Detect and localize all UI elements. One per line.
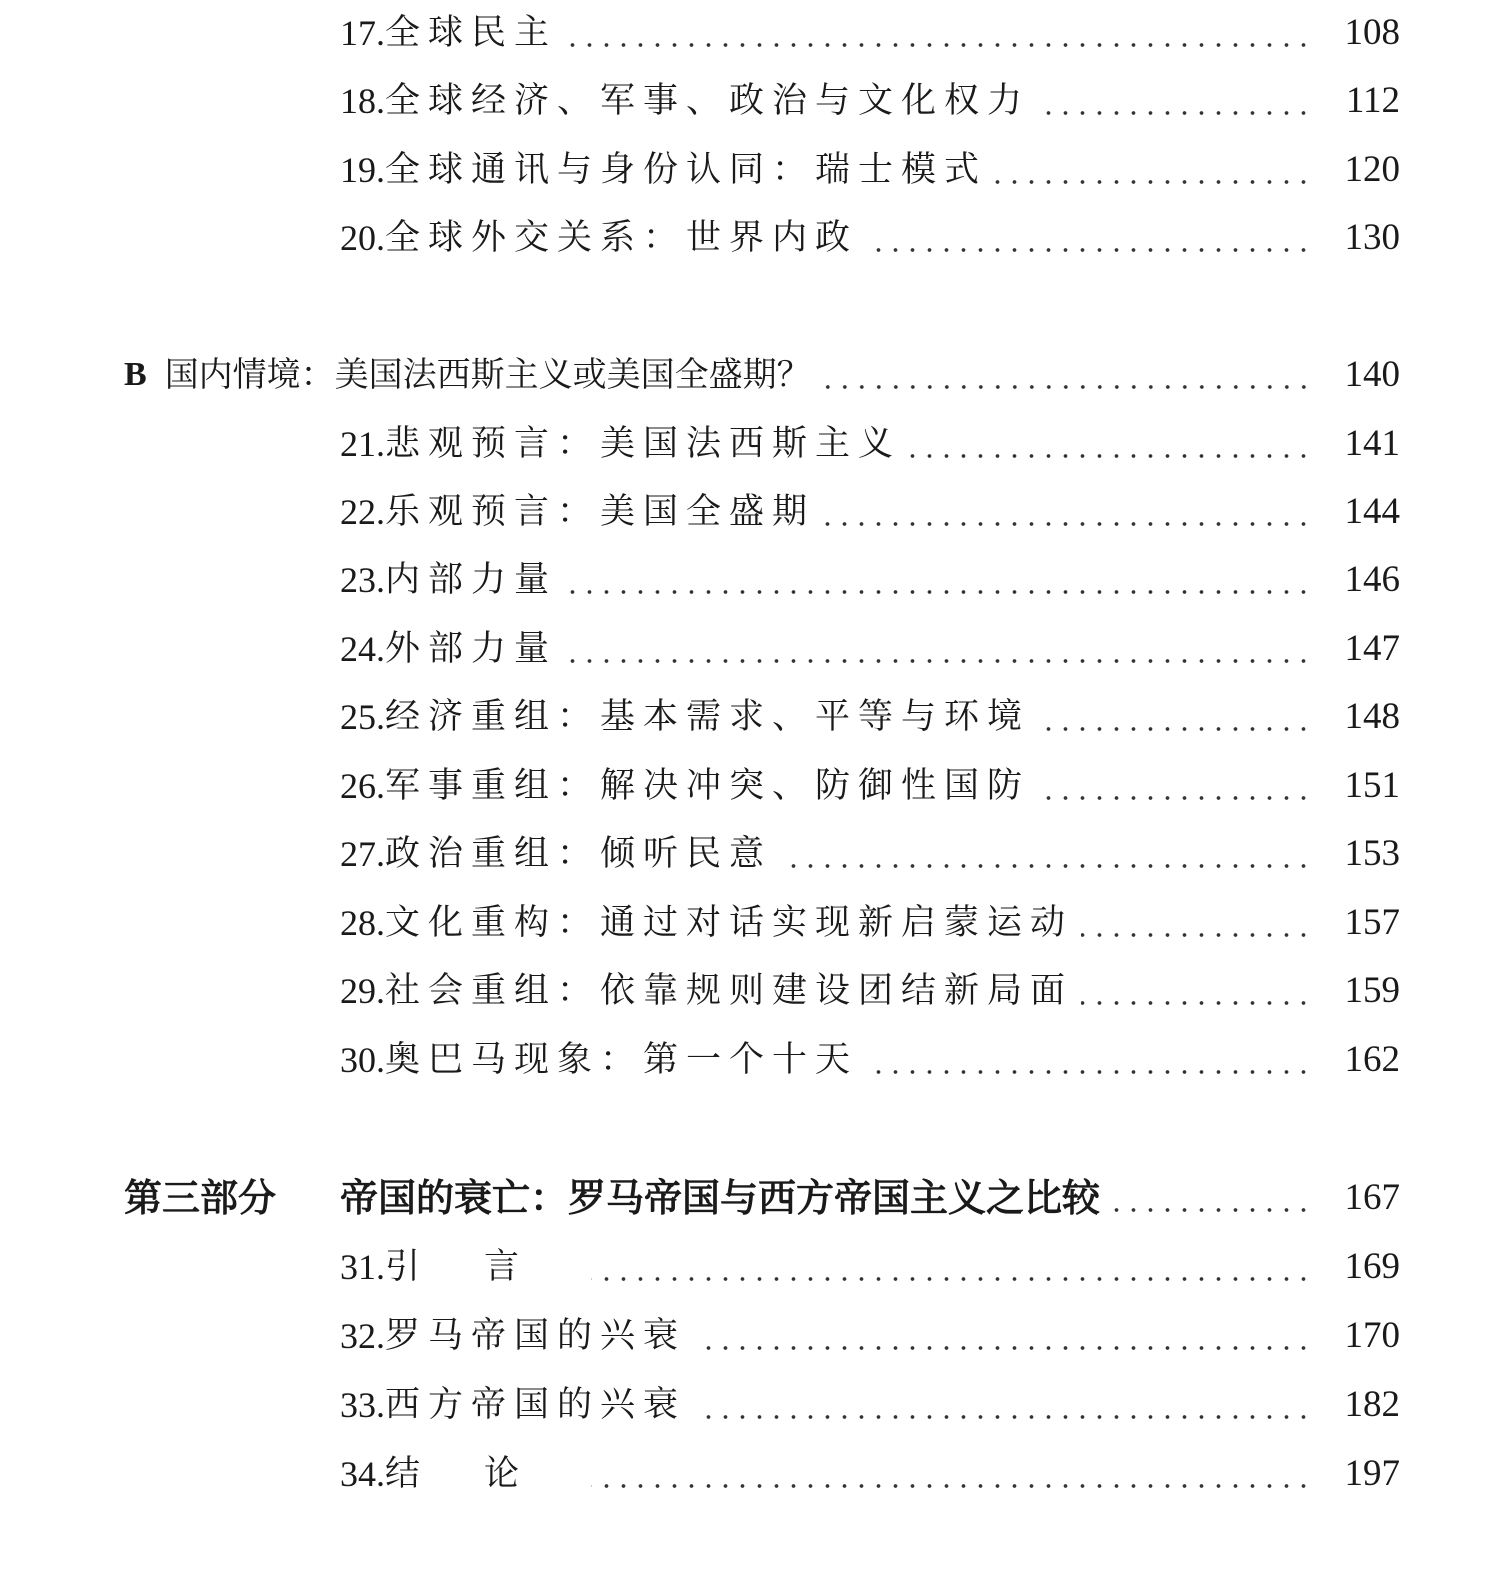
dot-leader xyxy=(819,385,1312,389)
dot-leader xyxy=(565,43,1312,47)
entry-number: 24. xyxy=(340,629,385,669)
entry-number: 20. xyxy=(340,218,385,258)
section-letter: B xyxy=(124,356,147,393)
entry-number: 28. xyxy=(340,903,385,943)
part-page-number: 167 xyxy=(1344,1177,1400,1218)
dot-leader xyxy=(995,180,1312,184)
toc-entry-34[interactable] xyxy=(340,1449,1400,1499)
toc-entry-17[interactable] xyxy=(340,8,1400,58)
entry-page-number: 108 xyxy=(1344,12,1400,53)
entry-title: 引言 xyxy=(385,1247,584,1287)
entry-number: 27. xyxy=(340,834,385,874)
dot-leader xyxy=(591,1484,1312,1488)
toc-entry-32[interactable] xyxy=(340,1311,1400,1361)
dot-leader xyxy=(866,248,1312,252)
toc-entry-21[interactable] xyxy=(340,419,1400,469)
toc-entry-20[interactable] xyxy=(340,213,1400,263)
entry-title: 全球民主 xyxy=(385,13,558,53)
entry-page-number: 120 xyxy=(1344,149,1400,190)
entry-number: 17. xyxy=(340,13,385,53)
entry-title: 经济重组：基本需求、平等与环境 xyxy=(385,697,1031,737)
entry-page-number: 157 xyxy=(1344,902,1400,943)
dot-leader xyxy=(1038,111,1312,115)
toc-part-3[interactable] xyxy=(124,1173,1400,1223)
dot-leader xyxy=(694,1415,1312,1419)
section-title: 国内情境：美国法西斯主义或美国全盛期？ xyxy=(164,355,811,395)
toc-entry-24[interactable] xyxy=(340,624,1400,674)
toc-entry-29[interactable] xyxy=(340,966,1400,1016)
entry-page-number: 141 xyxy=(1344,423,1400,464)
entry-number: 33. xyxy=(340,1385,385,1425)
entry-number: 22. xyxy=(340,492,385,532)
dot-leader xyxy=(1038,727,1312,731)
entry-number: 32. xyxy=(340,1316,385,1356)
entry-number: 25. xyxy=(340,697,385,737)
entry-number: 26. xyxy=(340,766,385,806)
entry-number: 19. xyxy=(340,150,385,190)
entry-number: 21. xyxy=(340,424,385,464)
toc-entry-26[interactable] xyxy=(340,761,1400,811)
entry-number: 30. xyxy=(340,1040,385,1080)
entry-number: 34. xyxy=(340,1454,385,1494)
entry-page-number: 112 xyxy=(1345,80,1400,121)
entry-page-number: 197 xyxy=(1344,1453,1400,1494)
toc-entry-23[interactable] xyxy=(340,555,1400,605)
entry-page-number: 146 xyxy=(1344,559,1400,600)
dot-leader xyxy=(1038,796,1312,800)
toc-entry-22[interactable] xyxy=(340,487,1400,537)
entry-title: 罗马帝国的兴衰 xyxy=(385,1316,687,1356)
dot-leader xyxy=(1081,1001,1312,1005)
entry-title: 全球经济、军事、政治与文化权力 xyxy=(385,81,1031,121)
entry-title: 全球外交关系：世界内政 xyxy=(385,218,859,258)
section-page-number: 140 xyxy=(1344,354,1400,395)
dot-leader xyxy=(866,1070,1312,1074)
part-label: 第三部分 xyxy=(124,1176,277,1220)
entry-page-number: 130 xyxy=(1344,217,1400,258)
dot-leader xyxy=(694,1346,1312,1350)
entry-title: 军事重组：解决冲突、防御性国防 xyxy=(385,766,1031,806)
entry-number: 23. xyxy=(340,560,385,600)
entry-page-number: 151 xyxy=(1344,765,1400,806)
entry-title: 全球通讯与身份认同：瑞士模式 xyxy=(385,150,988,190)
entry-title: 结论 xyxy=(385,1454,584,1494)
dot-leader xyxy=(591,1277,1312,1281)
part-title: 帝国的衰亡：罗马帝国与西方帝国主义之比较 xyxy=(340,1176,1101,1220)
entry-title: 政治重组：倾听民意 xyxy=(385,834,773,874)
entry-page-number: 170 xyxy=(1344,1315,1400,1356)
entry-title: 文化重构：通过对话实现新启蒙运动 xyxy=(385,903,1074,943)
dot-leader xyxy=(1108,1208,1312,1212)
entry-title: 西方帝国的兴衰 xyxy=(385,1385,687,1425)
entry-page-number: 159 xyxy=(1344,970,1400,1011)
dot-leader xyxy=(565,590,1312,594)
entry-page-number: 148 xyxy=(1344,696,1400,737)
toc-entry-25[interactable] xyxy=(340,692,1400,742)
toc-entry-30[interactable] xyxy=(340,1035,1400,1085)
entry-page-number: 182 xyxy=(1344,1384,1400,1425)
entry-page-number: 147 xyxy=(1344,628,1400,669)
toc-section-b[interactable] xyxy=(124,350,1400,400)
toc-entry-28[interactable] xyxy=(340,898,1400,948)
entry-number: 29. xyxy=(340,971,385,1011)
entry-page-number: 162 xyxy=(1344,1039,1400,1080)
toc-entry-31[interactable] xyxy=(340,1242,1400,1292)
toc-entry-27[interactable] xyxy=(340,829,1400,879)
entry-number: 31. xyxy=(340,1247,385,1287)
entry-title: 悲观预言：美国法西斯主义 xyxy=(385,424,902,464)
entry-page-number: 144 xyxy=(1344,491,1400,532)
entry-title: 社会重组：依靠规则建设团结新局面 xyxy=(385,971,1074,1011)
entry-title: 奥巴马现象：第一个十天 xyxy=(385,1040,859,1080)
toc-entry-19[interactable] xyxy=(340,145,1400,195)
toc-entry-33[interactable] xyxy=(340,1380,1400,1430)
entry-title: 外部力量 xyxy=(385,629,558,669)
dot-leader xyxy=(1081,933,1312,937)
entry-number: 18. xyxy=(340,81,385,121)
entry-title: 内部力量 xyxy=(385,560,558,600)
entry-page-number: 169 xyxy=(1344,1246,1400,1287)
dot-leader xyxy=(823,522,1312,526)
dot-leader xyxy=(565,659,1312,663)
dot-leader xyxy=(909,454,1312,458)
entry-title: 乐观预言：美国全盛期 xyxy=(385,492,816,532)
toc-entry-18[interactable] xyxy=(340,76,1400,126)
entry-page-number: 153 xyxy=(1344,833,1400,874)
dot-leader xyxy=(780,864,1312,868)
